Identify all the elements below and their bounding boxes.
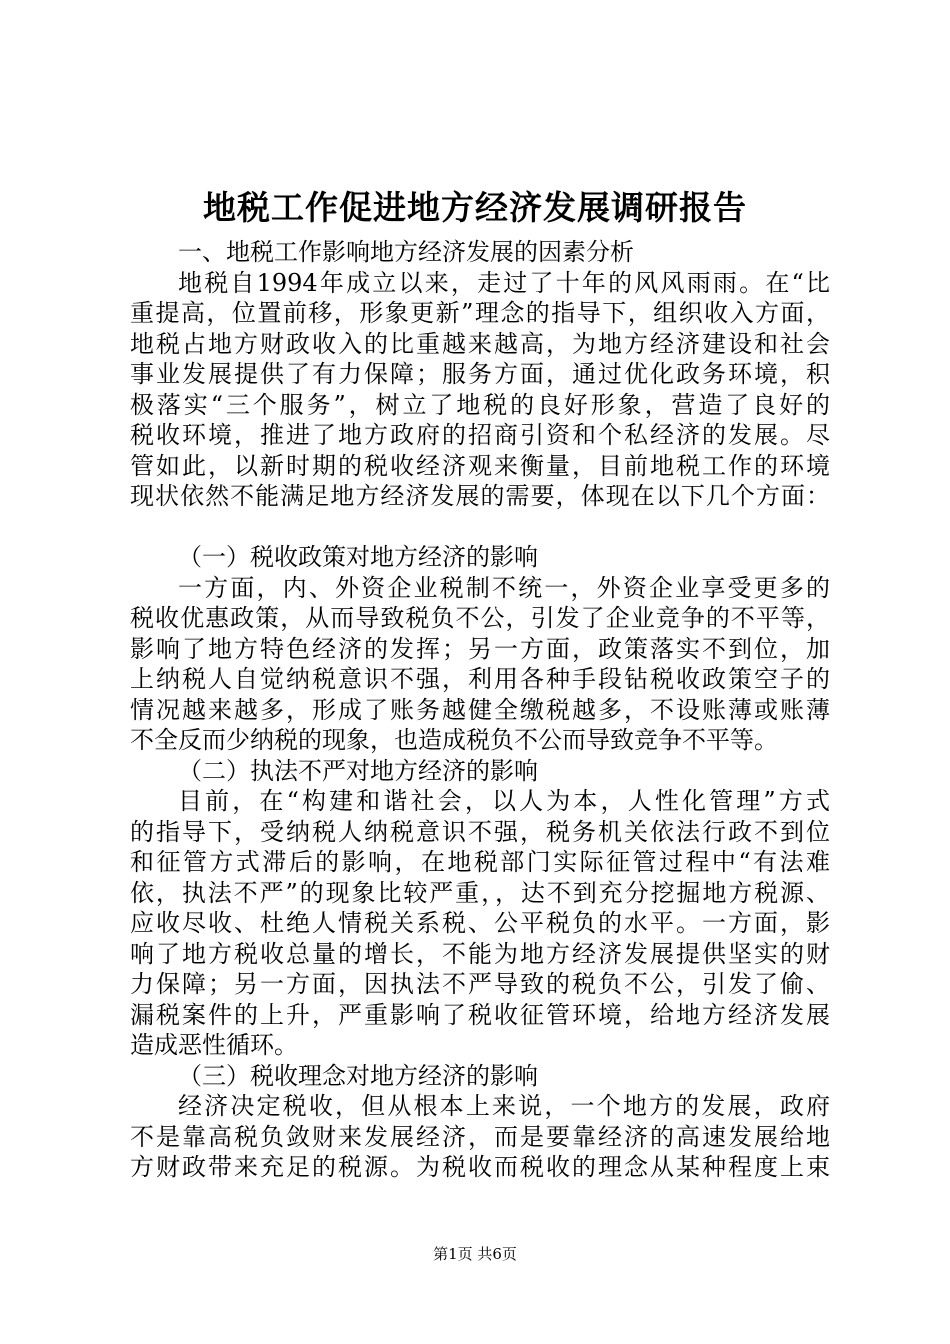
paragraph-line: 造成恶性循环。 <box>130 1031 298 1059</box>
paragraph-line: 地税自1994年成立以来，走过了十年的风风雨雨。在“比 <box>178 268 830 297</box>
document-title: 地税工作促进地方经济发展调研报告 <box>203 188 747 227</box>
paragraph-line: 情况越来越多，形成了账务越健全缴税越多，不设账薄或账薄 <box>130 695 830 724</box>
paragraph-gap <box>130 512 830 543</box>
paragraph-line: 影响了地方特色经济的发挥；另一方面，政策落实不到位，加 <box>130 634 830 663</box>
paragraph-line: 事业发展提供了有力保障；服务方面，通过优化政务环境，积 <box>130 360 830 388</box>
document-body <box>130 237 830 1183</box>
page-footer: 第1页 共6页 <box>433 1245 517 1263</box>
paragraph-line: 税收环境，推进了地方政府的招商引资和个私经济的发展。尽 <box>130 421 830 449</box>
paragraph-line: 的指导下，受纳税人纳税意识不强，税务机关依法行政不到位 <box>130 817 830 846</box>
paragraph-line: 和征管方式滞后的影响，在地税部门实际征管过程中“有法难 <box>130 848 830 876</box>
paragraph-line: 漏税案件的上升，严重影响了税收征管环境，给地方经济发展 <box>130 1000 830 1029</box>
subsection-heading: （三）税收理念对地方经济的影响 <box>178 1061 538 1090</box>
paragraph-line: 应收尽收、杜绝人情税关系税、公平税负的水平。一方面，影 <box>130 909 830 937</box>
paragraph-line: 依，执法不严”的现象比较严重，，达不到充分挖掘地方税源、 <box>130 878 830 907</box>
paragraph-line: 税收优惠政策，从而导致税负不公，引发了企业竞争的不平等， <box>130 604 830 632</box>
section-heading: 一、地税工作影响地方经济发展的因素分析 <box>178 238 634 266</box>
paragraph-line: 极落实“三个服务”，树立了地税的良好形象，营造了良好的 <box>130 390 830 419</box>
paragraph-line: 方财政带来充足的税源。为税收而税收的理念从某种程度上束 <box>130 1153 830 1181</box>
paragraph-line: 重提高，位置前移，形象更新”理念的指导下，组织收入方面， <box>130 299 830 327</box>
subsection-heading: （二）执法不严对地方经济的影响 <box>178 756 538 785</box>
paragraph-line: 一方面，内、外资企业税制不统一，外资企业享受更多的 <box>178 573 830 602</box>
paragraph-line: 不全反而少纳税的现象，也造成税负不公而导致竞争不平等。 <box>130 726 778 754</box>
paragraph-line: 不是靠高税负敛财来发展经济，而是要靠经济的高速发展给地 <box>130 1122 830 1151</box>
paragraph-line: 力保障；另一方面，因执法不严导致的税负不公，引发了偷、 <box>130 970 830 998</box>
paragraph-line: 目前，在“构建和谐社会，以人为本，人性化管理”方式 <box>178 787 830 815</box>
paragraph-line: 响了地方税收总量的增长，不能为地方经济发展提供坚实的财 <box>130 939 830 968</box>
paragraph-line: 地税占地方财政收入的比重越来越高，为地方经济建设和社会 <box>130 329 830 358</box>
paragraph-line: 管如此，以新时期的税收经济观来衡量，目前地税工作的环境 <box>130 451 830 480</box>
paragraph-line: 经济决定税收，但从根本上来说，一个地方的发展，政府 <box>178 1092 830 1120</box>
subsection-heading: （一）税收政策对地方经济的影响 <box>178 543 538 571</box>
paragraph-line: 上纳税人自觉纳税意识不强，利用各种手段钻税收政策空子的 <box>130 665 830 693</box>
paragraph-line: 现状依然不能满足地方经济发展的需要，体现在以下几个方面： <box>130 482 830 510</box>
